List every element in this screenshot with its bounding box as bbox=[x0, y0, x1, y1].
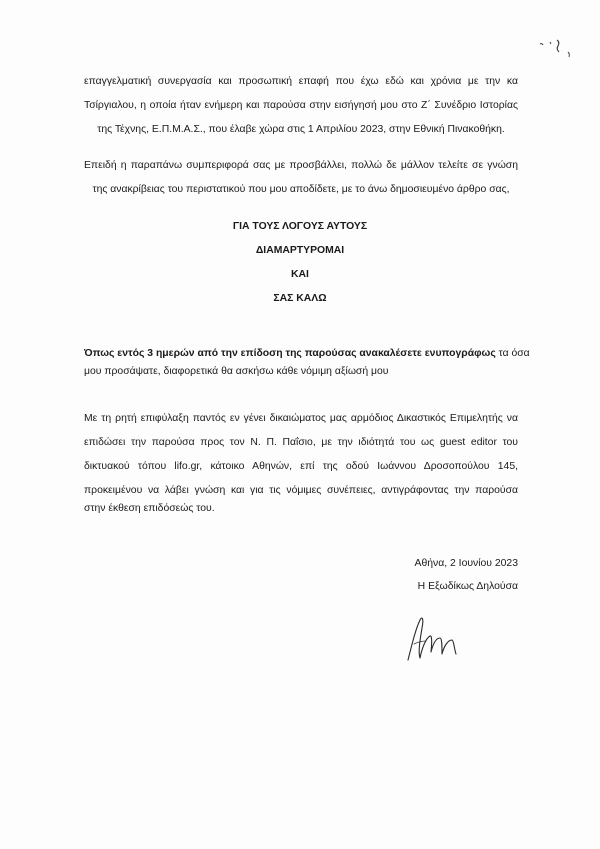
demand-text-normal: τα όσα bbox=[495, 348, 530, 359]
paragraph-2-line-2: της ανακρίβειας του περιστατικού που μου αποδίδετε, με το άνω δημοσιευμένο άρθρο σας, bbox=[92, 184, 510, 195]
paragraph-4-line-3: δικτυακού τόπου lifo.gr, κάτοικο Αθηνών, επί της οδού Ιωάννου Δροσοπούλου 145, bbox=[84, 461, 518, 472]
demand-text-bold: Όπως εντός 3 ημερών από την επίδοση της παρούσας ανακαλέσετε ενυπογράφως bbox=[84, 348, 496, 359]
handwritten-corner-mark bbox=[538, 38, 578, 62]
paragraph-2-line-1: Επειδή η παραπάνω συμπεριφορά σας με προσβάλλει, πολλώ δε μάλλον τελείτε σε γνώση bbox=[84, 160, 518, 171]
paragraph-4-line-5: στην έκθεση επιδόσεώς του. bbox=[84, 503, 215, 514]
paragraph-1-line-2: Τσίργιαλου, η οποία ήταν ενήμερη και παρούσα στην εισήγησή μου στο Ζ΄ Συνέδριο Ιστορίας bbox=[84, 100, 518, 111]
heading-reasons: ΓΙΑ ΤΟΥΣ ΛΟΓΟΥΣ ΑΥΤΟΥΣ bbox=[232, 221, 368, 232]
paragraph-1-line-3: της Τέχνης, Ε.Π.Μ.Α.Σ., που έλαβε χώρα στις 1 Απριλίου 2023, στην Εθνική Πινακοθήκη. bbox=[97, 124, 505, 135]
paragraph-3-line-1 bbox=[84, 347, 530, 360]
paragraph-1-line-1: επαγγελματική συνεργασία και προσωπική επαφή που έχω εδώ και χρόνια με την κα bbox=[84, 76, 518, 87]
heading-protest: ΔΙΑΜΑΡΤΥΡΟΜΑΙ bbox=[255, 245, 345, 256]
paragraph-4-line-1: Με τη ρητή επιφύλαξη παντός εν γένει δικαιώματος μας αρμόδιος Δικαστικός Επιμελητής να bbox=[84, 413, 518, 424]
paragraph-4-line-2: επιδώσει την παρούσα προς τον Ν. Π. Παΐσιο, με την ιδιότητά του ως guest editor του bbox=[84, 437, 518, 448]
heading-and: ΚΑΙ bbox=[291, 269, 309, 280]
heading-call: ΣΑΣ ΚΑΛΩ bbox=[273, 293, 327, 304]
closing-signatory: Η Εξωδίκως Δηλούσα bbox=[417, 581, 518, 592]
closing-date: Αθήνα, 2 Ιουνίου 2023 bbox=[414, 558, 518, 569]
paragraph-3-line-2: μου προσάψατε, διαφορετικά θα ασκήσω κάθε νόμιμη αξίωσή μου bbox=[84, 366, 389, 377]
handwritten-signature bbox=[398, 608, 468, 668]
paragraph-4-line-4: προκειμένου να λάβει γνώση και για τις νόμιμες συνέπειες, αντιγράφοντας την παρούσα bbox=[84, 485, 518, 496]
